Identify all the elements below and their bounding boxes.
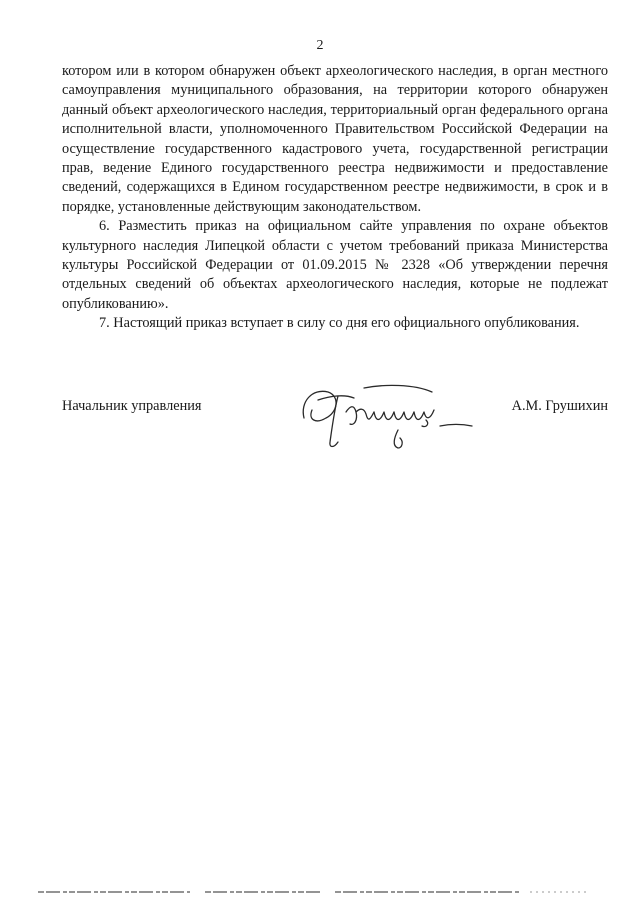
page-number: 2 [316,38,324,53]
signatory-name: А.М. Грушихин [511,398,608,414]
scan-footer-marks [0,880,640,905]
paragraph-continuation: котором или в котором обнаружен объект археологического наследия, в орган местного самоуправления муниципального образования, на территории которого обнаружен данный объект археологического наследия, территориальный орган федерального органа исполнительной власти, уполномоченного Правительством Российской Федерации на осуществление государственного кадастрового учета, государственной регистрации прав, ведение Единого государственного реестра недвижимости и предоставление сведений, содержащихся в Едином государственном реестре недвижимости, в срок и в порядке, установленные действующим законодательством. [62,63,608,215]
paragraph-item-6: 6. Разместить приказ на официальном сайте управления по охране объектов культурного наследия Липецкой области с учетом требований приказа Министерства культуры Российской Федерации от 01.09.2015 № 2328 «Об утверждении перечня отдельных сведений об объектах археологического наследия, которые не подлежат опубликованию». [62,218,608,312]
handwritten-signature [294,382,484,454]
paragraph-item-7: 7. Настоящий приказ вступает в силу со дня его официального опубликования. [99,315,580,332]
document-body [62,62,608,334]
signatory-position: Начальник управления [62,398,202,414]
signature-block [62,398,608,458]
